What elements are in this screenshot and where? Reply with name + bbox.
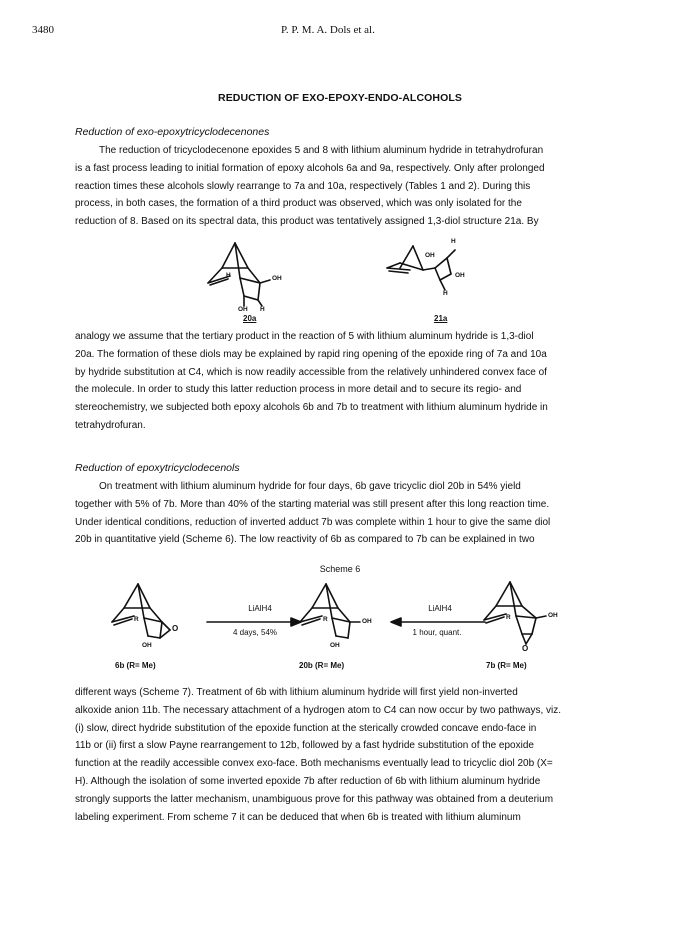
text-line: process, in both cases, the formation of a third product was observed, which was only isolated for the	[75, 198, 522, 210]
atom-label: H	[260, 306, 265, 313]
compound-label-6b: 6b (R= Me)	[115, 661, 156, 670]
atom-label: OH	[548, 612, 558, 619]
text-line: together with 5% of 7b. More than 40% of the starting material was still present after this long reaction time.	[75, 498, 550, 510]
atom-label: H	[451, 238, 456, 245]
atom-label: OH	[272, 275, 282, 282]
structure-20a	[200, 238, 310, 323]
text-line: function at the readily accessible convex exo-face. Both mechanisms eventually lead to tricyclic diol 20b (X=	[75, 758, 553, 770]
compound-label-20a: 20a	[243, 314, 257, 323]
atom-label: OH	[425, 252, 435, 259]
atom-label: OH	[362, 618, 372, 625]
structure-20b	[296, 580, 386, 660]
page-title: REDUCTION OF EXO-EPOXY-ENDO-ALCOHOLS	[218, 92, 462, 104]
text-line: 20b in quantitative yield (Scheme 6). The low reactivity of 6b as compared to 7b can be explained in two	[75, 534, 535, 546]
structure-21a	[385, 238, 495, 323]
paragraph-1	[75, 142, 607, 231]
atom-label: R	[134, 616, 139, 623]
atom-label: R	[323, 616, 328, 623]
text-line: different ways (Scheme 7). Treatment of 6b with lithium aluminum hydride will first yield non-inverted	[75, 687, 518, 698]
arrow1-reagent: LiAlH4	[248, 604, 272, 613]
structure-21a-drawing	[385, 238, 495, 323]
text-line: stereochemistry, we subjected both epoxy alcohols 6b and 7b to treatment with lithium aluminum hydride in	[75, 402, 548, 414]
section-heading-2: Reduction of epoxytricyclodecenols	[75, 462, 240, 474]
text-line: On treatment with lithium aluminum hydride for four days, 6b gave tricyclic diol 20b in 54% yield	[99, 481, 521, 492]
atom-label: OH	[455, 272, 465, 279]
arrow2-conditions: 1 hour, quant.	[412, 628, 462, 637]
text-line: strongly supports the latter mechanism, unambiguous prove for this pathway was obtained from a deuterium	[75, 793, 554, 805]
arrow2-reagent: LiAlH4	[428, 604, 452, 613]
text-line: labeling experiment. From scheme 7 it can be deduced that when 6b is treated with lithium aluminum	[75, 811, 521, 823]
backward-arrow-icon	[387, 618, 487, 628]
atom-label: O	[522, 644, 529, 653]
text-line: the molecule. In order to study this latter reduction process in more detail and to secure its regio- and	[75, 384, 522, 396]
text-line: alkoxide anion 11b. The necessary attachment of a hydrogen atom to C4 can now occur by two pathways, viz.	[75, 704, 562, 716]
forward-arrow-icon	[205, 618, 305, 628]
compound-label-20b: 20b (R= Me)	[299, 661, 345, 670]
text-line: 11b or (ii) first a slow Payne rearrangement to 12b, followed by a fast hydride substitution of the epoxide	[75, 740, 534, 752]
structure-20a-drawing	[200, 238, 310, 323]
text-line: reaction times these alcohols slowly rearrange to 7a and 10a, respectively (Tables 1 and 2). During this	[75, 180, 531, 192]
scheme-title: Scheme 6	[319, 564, 361, 574]
structure-6b	[110, 580, 200, 660]
atom-label: OH	[238, 306, 248, 313]
atom-label: H	[226, 272, 231, 279]
section-heading-1: Reduction of exo-epoxytricyclodecenones	[75, 126, 270, 138]
text-line: H). Although the isolation of some inverted epoxide 7b after reduction of 6b with lithium aluminum hydride	[75, 775, 541, 787]
text-line: The reduction of tricyclodecenone epoxides 5 and 8 with lithium aluminum hydride in tetrahydrofuran	[99, 145, 544, 156]
structure-7b-drawing	[480, 578, 580, 658]
structure-6b-drawing	[110, 580, 200, 660]
structure-20b-drawing	[296, 580, 386, 660]
text-line: tetrahydrofuran.	[75, 419, 146, 431]
page-number: 3480	[32, 24, 54, 36]
structure-7b	[480, 578, 580, 658]
text-line: analogy we assume that the tertiary product in the reaction of 5 with lithium aluminum hydride is 1,3-diol	[75, 331, 534, 342]
atom-label: O	[172, 624, 179, 633]
paragraph-4	[75, 684, 607, 826]
text-line: reduction of 8. Based on its spectral data, this product was tentatively assigned 1,3-diol structure 21a. By	[75, 216, 539, 228]
paragraph-2	[75, 328, 607, 435]
text-line: 20a. The formation of these diols may be explained by rapid ring opening of the epoxide ring of 7a and 10a	[75, 348, 547, 360]
text-line: is a fast process leading to initial formation of epoxy alcohols 6a and 9a, respectively. Only after prolonged	[75, 162, 545, 174]
compound-label-21a: 21a	[434, 314, 448, 323]
text-line: by hydride substitution at C4, which is now readily accessible from the relatively unhindered convex face of	[75, 366, 547, 378]
atom-label: R	[506, 614, 511, 621]
compound-label-7b: 7b (R= Me)	[486, 661, 527, 670]
text-line: (i) slow, direct hydride substitution of the epoxide function at the sterically crowded concave endo-face in	[75, 722, 537, 734]
text-line: Under identical conditions, reduction of inverted adduct 7b was complete within 1 hour to give the same diol	[75, 516, 551, 528]
atom-label: H	[443, 290, 448, 297]
paragraph-3	[75, 478, 607, 549]
atom-label: OH	[330, 642, 340, 649]
arrow1-conditions: 4 days, 54%	[232, 628, 278, 637]
atom-label: OH	[142, 642, 152, 649]
running-head-authors: P. P. M. A. Dols et al.	[281, 24, 375, 36]
